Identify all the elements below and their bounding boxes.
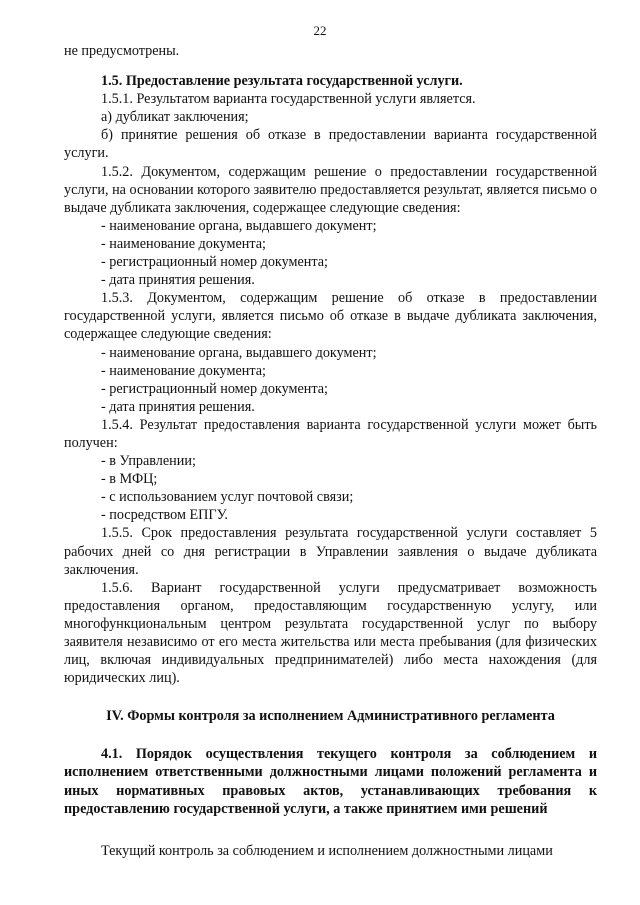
list-item-1-5-3-2: - наименование документа; xyxy=(101,362,266,379)
list-item-1-5-4-3: - с использованием услуг почтовой связи; xyxy=(101,489,354,506)
paragraph-1-5-2: 1.5.2. Документом, содержащим решение о предоставлении государственной услуги, на основании которого заявителю предоставляется результат, является письмо о выдаче дубликата заключения, содержащее следующие сведения: xyxy=(64,163,597,216)
list-item-1-5-3-1: - наименование органа, выдавшего документ; xyxy=(101,344,377,361)
list-item-1-5-2-4: - дата принятия решения. xyxy=(101,272,255,289)
list-item-1-5-1-b: б) принятие решения об отказе в предоставлении варианта государственной услуги. xyxy=(64,127,597,162)
paragraph-1-5-6: 1.5.6. Вариант государственной услуги предусматривает возможность предоставления органом, предоставляющим государственную услугу, или многофункциональным центром результата государственной услуг по выбору заявителя независимо от его места жительства или места пребывания (для физических лиц, включая индивидуальных предпринимателей) либо места нахождения (для юридических лиц). xyxy=(64,579,597,687)
list-item-1-5-4-2: - в МФЦ; xyxy=(101,471,158,488)
paragraph-1-5-3: 1.5.3. Документом, содержащим решение об отказе в предоставлении государственной услуги, является письмо об отказе в выдаче дубликата заключения, содержащее следующие сведения: xyxy=(64,290,597,343)
list-item-1-5-1-a: а) дубликат заключения; xyxy=(101,109,249,126)
paragraph-4-1-start: Текущий контроль за соблюдением и исполнением должностными лицами xyxy=(101,842,553,859)
list-item-1-5-2-1: - наименование органа, выдавшего документ; xyxy=(101,217,377,234)
list-item-1-5-3-3: - регистрационный номер документа; xyxy=(101,380,328,397)
list-item-1-5-4-1: - в Управлении; xyxy=(101,453,196,470)
paragraph-1-5-4: 1.5.4. Результат предоставления варианта государственной услуги может быть получен: xyxy=(64,416,597,451)
section-heading-4-1: 4.1. Порядок осуществления текущего контроля за соблюдением и исполнением ответственными должностными лицами положений регламента и иных нормативных правовых актов, устанавливающих требования к предоставлению государственной услуги, а также принятием ими решений xyxy=(64,746,597,817)
list-item-1-5-2-2: - наименование документа; xyxy=(101,235,266,252)
list-item-1-5-2-3: - регистрационный номер документа; xyxy=(101,254,328,271)
chapter-heading-iv: IV. Формы контроля за исполнением Административного регламента xyxy=(106,708,555,725)
list-item-1-5-4-4: - посредством ЕПГУ. xyxy=(101,507,228,524)
paragraph-continuation: не предусмотрены. xyxy=(64,43,180,59)
paragraph-1-5-5: 1.5.5. Срок предоставления результата государственной услуги составляет 5 рабочих дней со дня регистрации в Управлении заявления о выдаче дубликата заключения. xyxy=(64,525,597,578)
paragraph-1-5-1: 1.5.1. Результатом варианта государственной услуги является. xyxy=(101,91,476,108)
page-number: 22 xyxy=(313,23,327,38)
list-item-1-5-3-4: - дата принятия решения. xyxy=(101,398,255,415)
section-heading-1-5: 1.5. Предоставление результата государственной услуги. xyxy=(101,73,463,90)
page-body xyxy=(64,42,597,860)
